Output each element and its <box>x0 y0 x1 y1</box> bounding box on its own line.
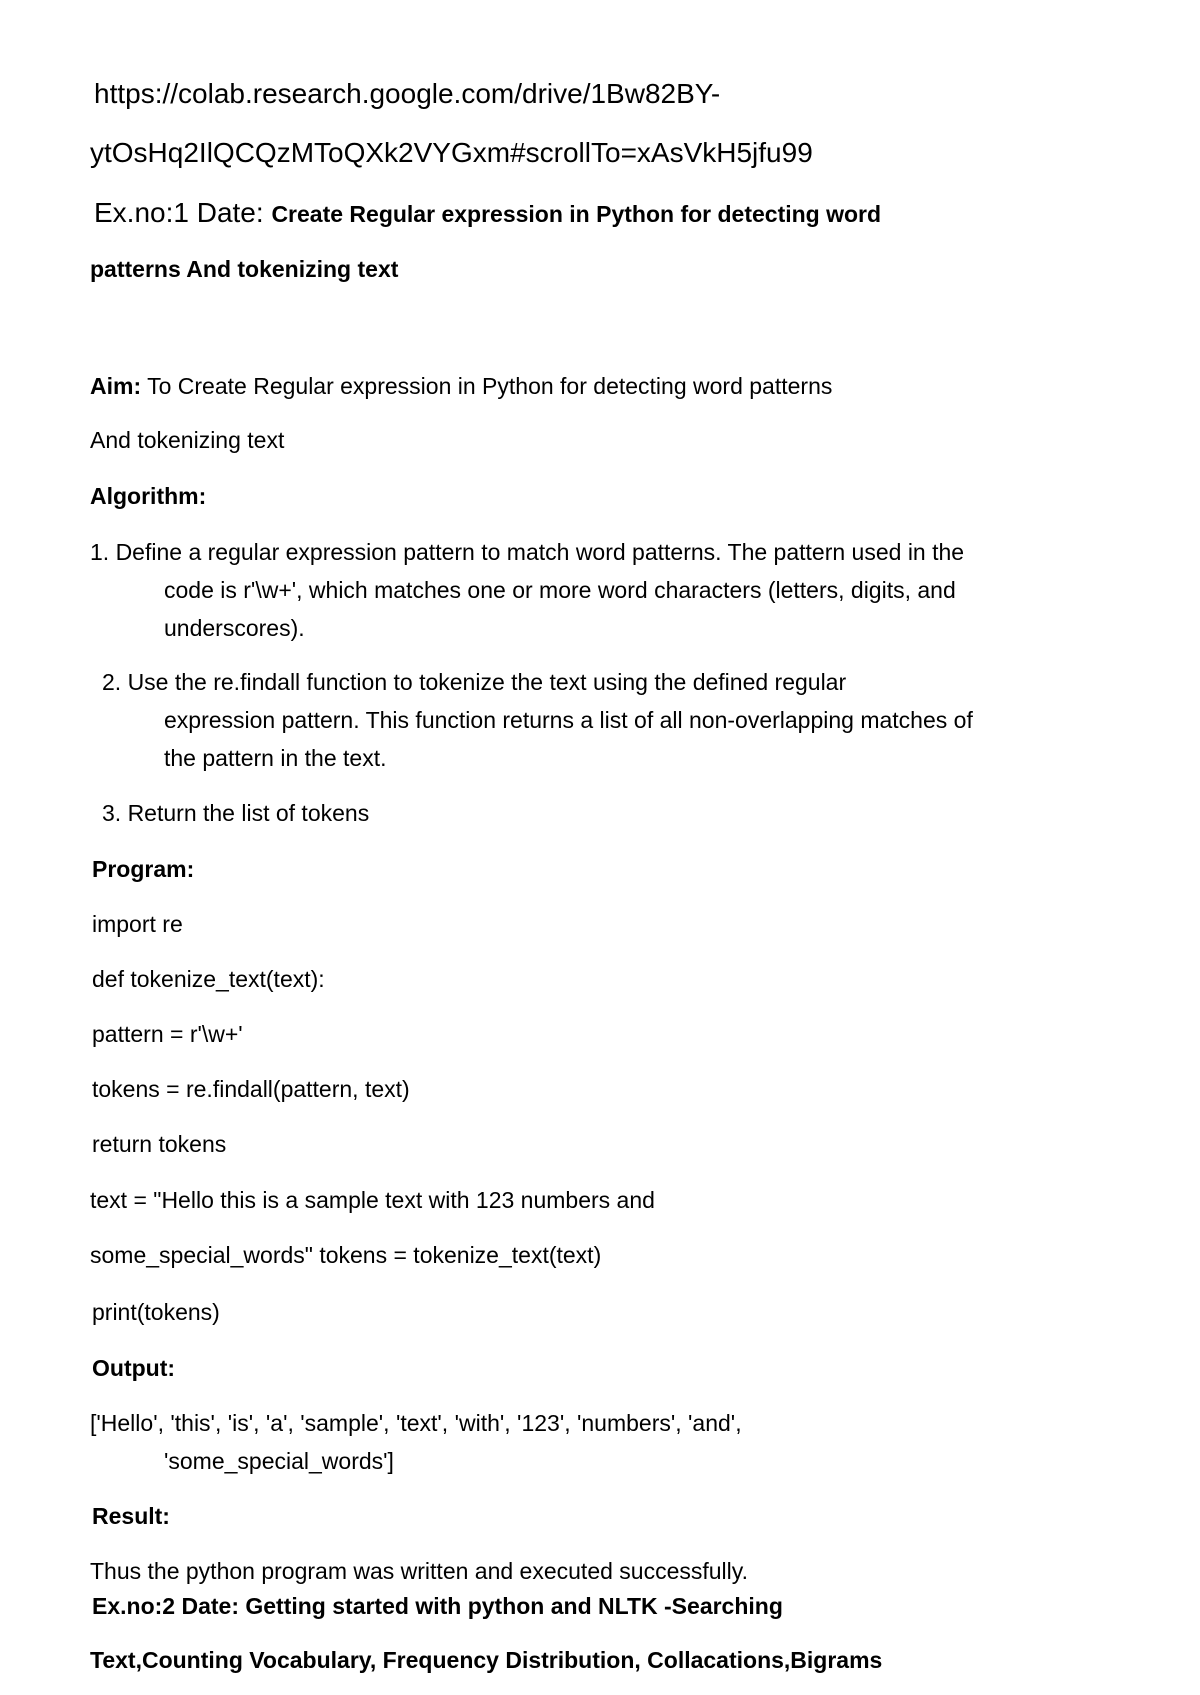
output-label: Output: <box>92 1355 176 1381</box>
algorithm-step-1-line-3: underscores). <box>164 615 305 641</box>
program-line: def tokenize_text(text): <box>92 966 325 992</box>
ex1-title-continued: patterns And tokenizing text <box>90 256 399 282</box>
algorithm-step-1-line-1: 1. Define a regular expression pattern to match word patterns. The pattern used in the <box>90 539 965 565</box>
algorithm-step-3: 3. Return the list of tokens <box>102 800 370 826</box>
aim-text: To Create Regular expression in Python for detecting word patterns <box>141 373 833 399</box>
aim-paragraph <box>90 371 832 401</box>
ex2-heading: Ex.no:2 Date: Getting started with python and NLTK -Searching <box>92 1593 783 1619</box>
colab-url-line-2[interactable]: ytOsHq2IlQCQzMToQXk2VYGxm#scrollTo=xAsVkH5jfu99 <box>90 137 813 168</box>
ex1-prefix: Ex.no:1 Date: <box>94 197 264 228</box>
output-line-1: ['Hello', 'this', 'is', 'a', 'sample', 'text', 'with', '123', 'numbers', 'and', <box>90 1410 742 1436</box>
result-label: Result: <box>92 1503 170 1529</box>
program-line: print(tokens) <box>92 1299 220 1325</box>
colab-url-line-1[interactable]: https://colab.research.google.com/drive/1Bw82BY- <box>94 78 721 109</box>
algorithm-step-1-line-2: code is r'\w+', which matches one or more word characters (letters, digits, and <box>164 577 956 603</box>
program-line: text = "Hello this is a sample text with 123 numbers and <box>90 1187 655 1213</box>
ex1-heading <box>94 195 881 232</box>
program-line: some_special_words" tokens = tokenize_text(text) <box>90 1242 602 1268</box>
result-text: Thus the python program was written and executed successfully. <box>90 1558 748 1584</box>
aim-label: Aim: <box>90 373 142 399</box>
ex2-heading-continued: Text,Counting Vocabulary, Frequency Distribution, Collacations,Bigrams <box>90 1647 883 1673</box>
ex1-title: Create Regular expression in Python for detecting word <box>271 201 882 227</box>
program-line: tokens = re.findall(pattern, text) <box>92 1076 410 1102</box>
program-line: return tokens <box>92 1131 227 1157</box>
aim-text-continued: And tokenizing text <box>90 427 285 453</box>
algorithm-label: Algorithm: <box>90 483 207 509</box>
program-label: Program: <box>92 856 195 882</box>
algorithm-step-2-line-1: 2. Use the re.findall function to tokenize the text using the defined regular <box>102 669 847 695</box>
program-line: pattern = r'\w+' <box>92 1021 243 1047</box>
algorithm-step-2-line-3: the pattern in the text. <box>164 745 387 771</box>
output-line-2: 'some_special_words'] <box>164 1448 394 1474</box>
algorithm-step-2-line-2: expression pattern. This function returns a list of all non-overlapping matches of <box>164 707 973 733</box>
program-line: import re <box>92 911 183 937</box>
